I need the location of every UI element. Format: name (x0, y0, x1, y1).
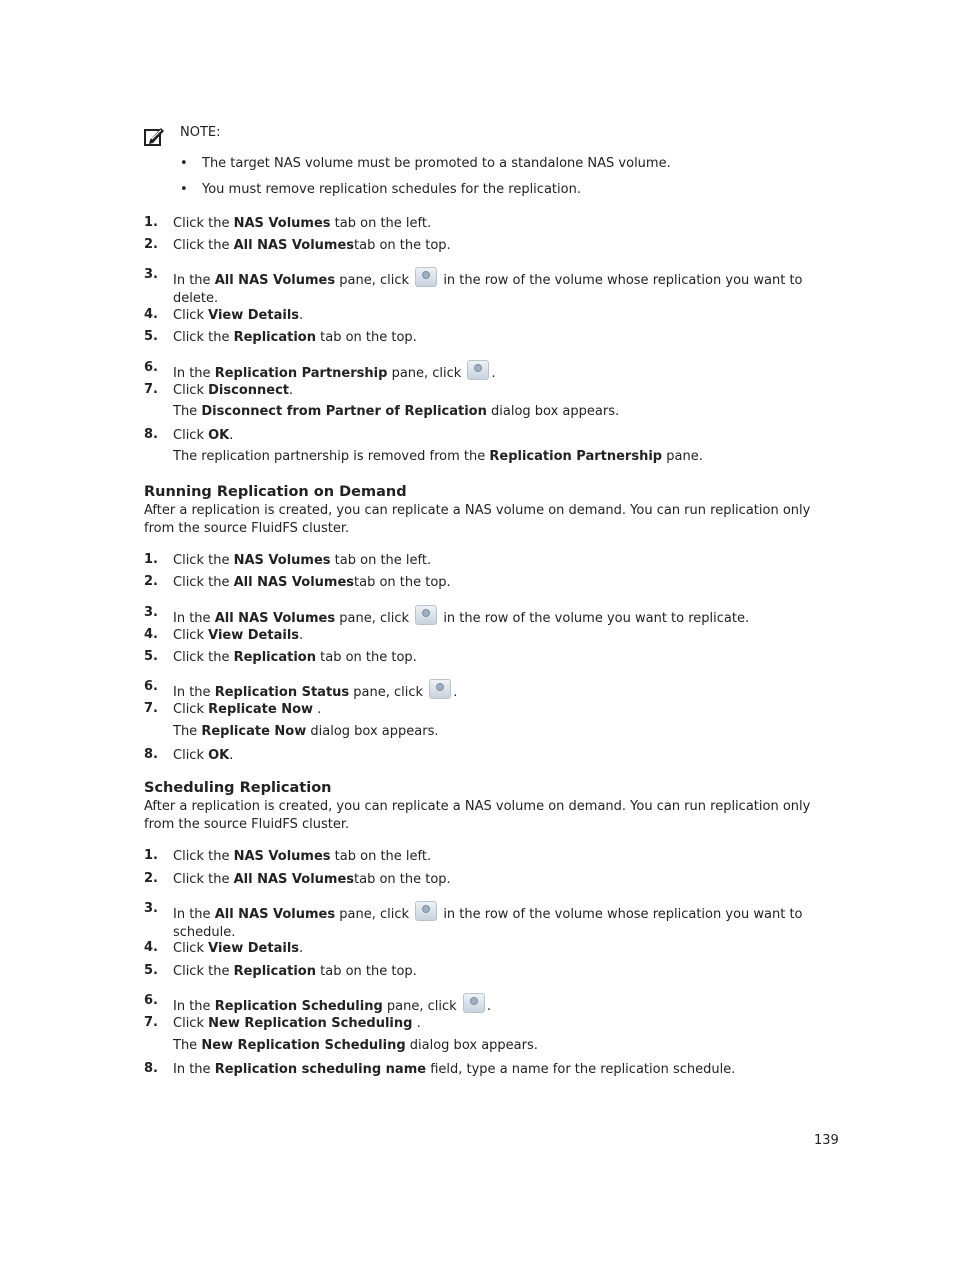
step-4: Click View Details. (173, 941, 304, 956)
step-1: Click the NAS Volumes tab on the left. (173, 553, 432, 568)
step-8: Click OK. (173, 428, 234, 443)
step-3: In the All NAS Volumes pane, click in the row of the volume whose replication you want to schedule. (173, 901, 823, 942)
step-5: Click the Replication tab on the top. (173, 650, 417, 665)
step-2: Click the All NAS Volumestab on the top. (173, 238, 451, 253)
step-8-result: The replication partnership is removed from the Replication Partnership pane. (173, 449, 703, 464)
step-3: In the All NAS Volumes pane, click in the row of the volume you want to replicate. (173, 605, 823, 628)
step-6: In the Replication Scheduling pane, click . (173, 993, 823, 1016)
bullet-dot: • (180, 156, 188, 171)
section-intro: After a replication is created, you can replicate a NAS volume on demand. You can run replication only from the source FluidFS cluster. (144, 503, 811, 536)
gear-icon[interactable] (429, 679, 451, 699)
step-number: 4. (144, 940, 158, 955)
bullet-dot: • (180, 182, 188, 197)
step-number: 6. (144, 360, 158, 375)
step-6: In the Replication Status pane, click . (173, 679, 823, 702)
step-7-result: The Replicate Now dialog box appears. (173, 724, 439, 739)
step-4: Click View Details. (173, 308, 304, 323)
step-number: 1. (144, 215, 158, 230)
step-7-result: The Disconnect from Partner of Replication dialog box appears. (173, 404, 620, 419)
step-3: In the All NAS Volumes pane, click in the row of the volume whose replication you want to delete. (173, 267, 823, 308)
step-number: 5. (144, 649, 158, 664)
step-6: In the Replication Partnership pane, click . (173, 360, 823, 383)
step-1: Click the NAS Volumes tab on the left. (173, 216, 432, 231)
step-number: 7. (144, 382, 158, 397)
note-bullet: The target NAS volume must be promoted to a standalone NAS volume. (202, 156, 671, 171)
step-number: 2. (144, 871, 158, 886)
note-bullet: You must remove replication schedules for the replication. (202, 182, 581, 197)
step-7-result: The New Replication Scheduling dialog box appears. (173, 1038, 538, 1053)
gear-icon[interactable] (467, 360, 489, 380)
step-number: 3. (144, 605, 158, 620)
section-heading: Running Replication on Demand (144, 484, 407, 500)
step-number: 4. (144, 627, 158, 642)
step-number: 5. (144, 963, 158, 978)
step-7: Click Replicate Now . (173, 702, 322, 717)
note-pencil-icon (144, 125, 166, 147)
step-number: 3. (144, 267, 158, 282)
gear-icon[interactable] (415, 605, 437, 625)
step-5: Click the Replication tab on the top. (173, 964, 417, 979)
step-number: 7. (144, 701, 158, 716)
step-5: Click the Replication tab on the top. (173, 330, 417, 345)
step-7: Click New Replication Scheduling . (173, 1016, 421, 1031)
step-number: 8. (144, 747, 158, 762)
step-number: 2. (144, 237, 158, 252)
gear-icon[interactable] (463, 993, 485, 1013)
gear-icon[interactable] (415, 901, 437, 921)
step-1: Click the NAS Volumes tab on the left. (173, 849, 432, 864)
step-number: 4. (144, 307, 158, 322)
gear-icon[interactable] (415, 267, 437, 287)
step-number: 8. (144, 427, 158, 442)
step-number: 8. (144, 1061, 158, 1076)
step-8: In the Replication scheduling name field, type a name for the replication schedule. (173, 1062, 736, 1077)
step-2: Click the All NAS Volumestab on the top. (173, 872, 451, 887)
step-number: 1. (144, 552, 158, 567)
step-number: 6. (144, 679, 158, 694)
step-number: 1. (144, 848, 158, 863)
step-8: Click OK. (173, 748, 234, 763)
note-label: NOTE: (180, 125, 221, 140)
step-7: Click Disconnect. (173, 383, 294, 398)
step-number: 6. (144, 993, 158, 1008)
section-intro: After a replication is created, you can replicate a NAS volume on demand. You can run replication only from the source FluidFS cluster. (144, 799, 811, 832)
step-2: Click the All NAS Volumestab on the top. (173, 575, 451, 590)
step-number: 7. (144, 1015, 158, 1030)
section-heading: Scheduling Replication (144, 780, 332, 796)
step-number: 5. (144, 329, 158, 344)
step-4: Click View Details. (173, 628, 304, 643)
step-number: 2. (144, 574, 158, 589)
step-number: 3. (144, 901, 158, 916)
page-number: 139 (814, 1133, 839, 1148)
